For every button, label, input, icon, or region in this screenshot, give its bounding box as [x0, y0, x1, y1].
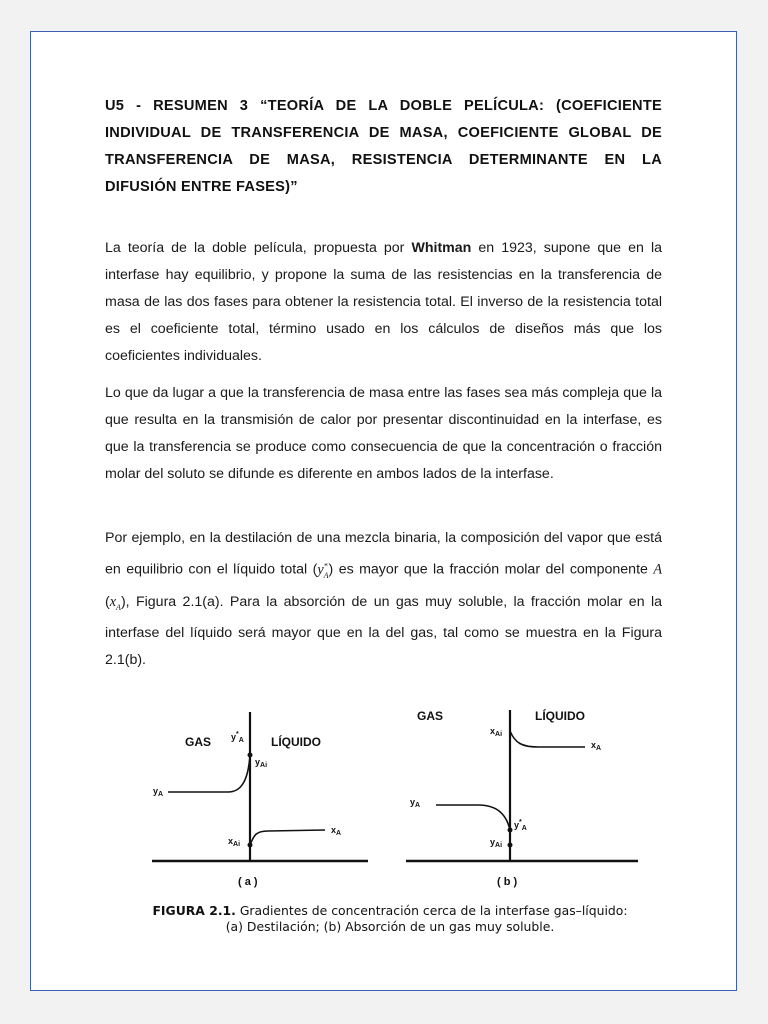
paragraph-complexity: Lo que da lugar a que la transferencia de masa entre las fases sea más compleja que la que resulta en la transmisión de calor por presentar discontinuidad en la interfase, es que la transferencia se produce como consecuencia de que la concentración o fracción molar del soluto se difunde es diferente en ambos lados de la interfase. [105, 385, 662, 482]
panel-a-y-bulk-label: $y_A$ [153, 786, 164, 798]
paragraph3-part4: ), Figura 2.1(a). Para la absorción de un gas muy soluble, la fracción molar en la interfase del líquido será mayor que en la del gas, tal como se muestra en la Figura 2.1(b). [105, 593, 662, 669]
panel-b-y-interface-point [508, 843, 512, 847]
panel-b-y-star-label: $y^*_A$ [514, 819, 527, 832]
figure-caption-line1 [140, 903, 640, 918]
panel-a-caption: ( a ) [238, 876, 258, 888]
panel-a-gas-label: GAS [185, 735, 212, 749]
panel-b-drawing [406, 710, 638, 861]
panel-b-liquid-label: LÍQUIDO [535, 709, 585, 723]
panel-a-y-star-label: $y^*_A$ [231, 731, 244, 744]
panel-b-x-interface-label: $x_{Ai}$ [490, 726, 503, 738]
paragraph-whitman [105, 235, 662, 370]
math-component-a: A [653, 561, 662, 578]
panel-b-gas-curve [436, 805, 510, 830]
panel-b-y-bulk-label: $y_A$ [410, 797, 421, 809]
paragraph1-text-start: La teoría de la doble película, propuesta por [105, 240, 412, 256]
panel-b-x-bulk-label: $x_A$ [591, 740, 602, 752]
panel-a-x-bulk-label: $x_A$ [331, 825, 342, 837]
panel-b-gas-label: GAS [417, 709, 444, 723]
paragraph3-part3: ( [105, 593, 110, 610]
math-y-star-a: $y^*_A$ [317, 561, 329, 580]
panel-b-y-interface-label: $y_{Ai}$ [490, 837, 503, 849]
figure-caption-text: Gradientes de concentración cerca de la interfase gas–líquido: [235, 903, 628, 918]
paragraph3-part2: ) es mayor que la fracción molar del componente [328, 561, 654, 578]
math-x-a: $x_A$ [109, 593, 121, 612]
panel-b-y-star-point [508, 828, 512, 832]
panel-a-y-star-point [248, 753, 252, 757]
panel-a-x-interface-label: $x_{Ai}$ [228, 836, 241, 848]
figure-drawing [140, 695, 640, 900]
panel-a-y-interface-label: $y_{Ai}$ [255, 757, 268, 769]
panel-a-x-interface-point [248, 843, 252, 847]
figure-caption-lead: FIGURA 2.1. [152, 903, 236, 918]
document-title: U5 - RESUMEN 3 “TEORÍA DE LA DOBLE PELÍCULA: (COEFICIENTE INDIVIDUAL DE TRANSFERENCIA DE MASA, COEFICIENTE GLOBAL DE TRANSFERENCIA DE MASA, RESISTENCIA DETERMINANTE EN LA DIFUSIÓN ENTRE FASES)” [105, 98, 662, 195]
panel-b-liquid-curve [510, 731, 585, 747]
panel-a-liquid-label: LÍQUIDO [271, 735, 321, 749]
paragraph3-part1: Por ejemplo, en la destilación de una mezcla binaria, la composición del vapor que está en equilibrio con el líquido total ( [105, 530, 662, 578]
panel-a-liquid-curve [250, 830, 325, 845]
figure-caption-line2: (a) Destilación; (b) Absorción de un gas muy soluble. [225, 919, 555, 934]
panel-b-caption: ( b ) [497, 876, 518, 888]
paragraph-example [105, 525, 662, 674]
author-name: Whitman [411, 240, 472, 256]
panel-a-gas-curve [168, 755, 250, 792]
figure-2-1 [140, 695, 640, 945]
paragraph1-text-end: en 1923, supone que en la interfase hay equilibrio, y propone la suma de las resistencias en la transferencia de masa de las dos fases para obtener la resistencia total. El inverso de la resistencia total es el coeficiente total, término usado en los cálculos de diseños más que los coeficientes individuales. [105, 240, 662, 364]
